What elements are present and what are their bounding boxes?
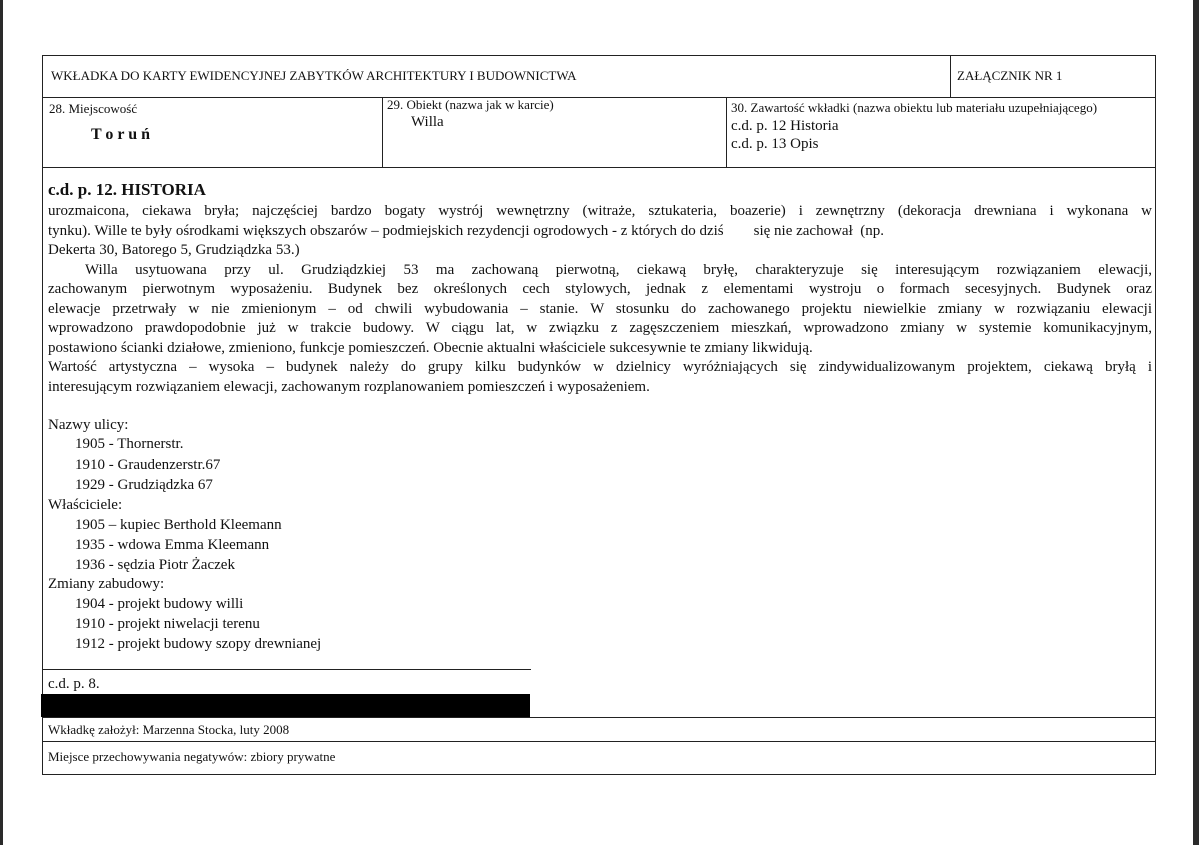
history-line: wprowadzono prawdopodobnie już w trakcie budowy. W ciągu lat, w związku z zagęszczeniem mieszkań, wprowadzono zmiany w systemie komunikacyjnym, [48,320,1152,336]
scan-edge-left [0,0,3,845]
owner-entry: 1905 – kupiec Berthold Kleemann [75,517,282,533]
fields-bottom-rule [43,167,1155,168]
history-line: zachowanym pierwotnym wyposażeniu. Budynek bez określonych cech stylowych, jednak z elementami wystroju o formach secesyjnych. Budynek oraz [48,281,1152,297]
fields-divider-2 [726,97,727,168]
history-heading-title: HISTORIA [121,180,206,199]
object-label: 29. Obiekt (nazwa jak w karcie) [387,97,554,112]
history-line: tynku). Wille te były ośrodkami większych obszarów – podmiejskich rezydencji ogrodowych - z których do dziś się nie zachował (np. [48,222,884,239]
owners-label: Właściciele: [48,497,123,513]
history-line: Wartość artystyczna – wysoka – budynek należy do grupy kilku budynków w dzielnicy wyróżniających się zindywidualizowanym projektem, ciekawą bryłą i [48,359,1152,375]
record-card [42,55,1156,775]
history-line: urozmaicona, ciekawa bryła; najczęściej bardzo bogaty wystrój wewnętrzny (witraże, sztukateria, boazerie) i zewnętrzny (dekoracja drewniana i wykonana w [48,203,1152,219]
street-entry: 1929 - Grudziądzka 67 [75,477,213,493]
history-line: Willa usytuowana przy ul. Grudziądzkiej 53 ma zachowaną pierwotną, ciekawą bryłę, charakteryzuje się interesującym rozwiązaniem elewacji, [85,261,1152,278]
continuation-rule [43,669,531,670]
history-line: postawiono ścianki działowe, zmieniono, funkcje pomieszczeń. Obecnie aktualni właściciele sukcesywnie te zmiany likwidują. [48,339,813,356]
change-entry: 1910 - projekt niwelacji terenu [75,616,260,632]
fields-divider-1 [382,97,383,168]
changes-label: Zmiany zabudowy: [48,576,165,592]
owner-entry: 1936 - sędzia Piotr Żaczek [75,557,235,573]
change-entry: 1912 - projekt budowy szopy drewnianej [75,636,322,652]
place-value: T o r u ń [91,126,150,143]
storage-line: Miejsce przechowywania negatywów: zbiory prywatne [48,749,336,764]
card-title: WKŁADKA DO KARTY EWIDENCYJNEJ ZABYTKÓW ARCHITEKTURY I BUDOWNICTWA [51,68,577,83]
history-line: Dekerta 30, Batorego 5, Grudziądzka 53.) [48,242,300,258]
streets-label: Nazwy ulicy: [48,417,129,433]
redaction-bar [41,694,530,717]
owner-entry: 1935 - wdowa Emma Kleemann [75,537,270,553]
place-label: 28. Miejscowość [49,101,138,116]
history-line: interesującym rozwiązaniem elewacji, zachowanym rozplanowaniem pomieszczeń i wyposażeniem. [48,378,650,395]
street-entry: 1905 - Thornerstr. [75,436,184,452]
header-bottom-rule [43,97,1155,98]
attachment-label: ZAŁĄCZNIK NR 1 [957,68,1063,83]
author-line: Wkładkę założył: Marzenna Stocka, luty 2008 [48,722,290,737]
object-value: Willa [411,114,444,130]
content-value-2: c.d. p. 13 Opis [731,136,819,152]
content-label: 30. Zawartość wkładki (nazwa obiektu lub materiału uzupełniającego) [731,100,1098,115]
footer-mid-rule [43,741,1155,742]
header-divider [950,56,951,97]
change-entry: 1904 - projekt budowy willi [75,596,244,612]
history-heading-prefix: c.d. p. 12. [48,180,122,199]
street-entry: 1910 - Graudenzerstr.67 [75,457,221,473]
history-line: elewacje przetrwały w nie zmienionym – od chwili wybudowania – stanie. W stosunku do zachowanego projektu niewielkie zmiany w rozwiązaniu elewacji [48,300,1152,317]
history-body [48,202,1152,397]
footer-top-rule [43,717,1155,718]
continuation-label: c.d. p. 8. [48,676,100,692]
scan-edge-right [1193,0,1199,845]
content-value-1: c.d. p. 12 Historia [731,118,839,134]
history-heading [48,180,206,200]
